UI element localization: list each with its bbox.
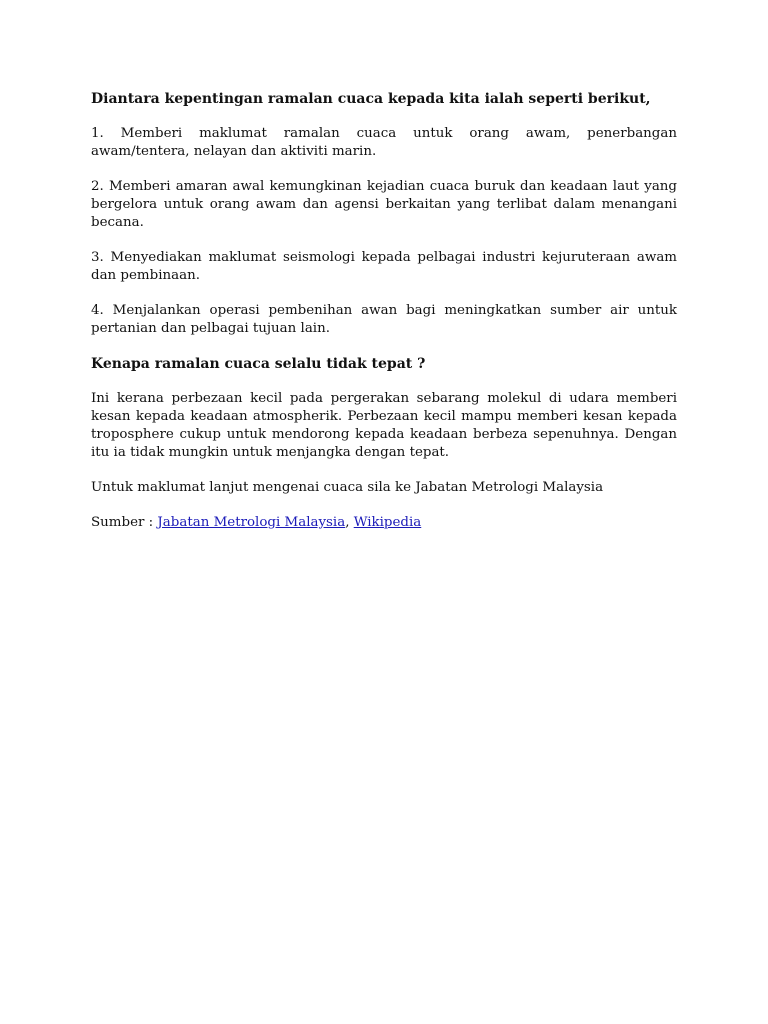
source-link-jabatan-metrologi[interactable]: Jabatan Metrologi Malaysia <box>157 515 346 530</box>
list-item-1: 1. Memberi maklumat ramalan cuaca untuk orang awam, penerbangan awam/tentera, nelayan dan aktiviti marin. <box>91 126 677 159</box>
source-line <box>91 514 677 532</box>
document-page <box>91 90 677 532</box>
list-item-3: 3. Menyediakan maklumat seismologi kepada pelbagai industri kejuruteraan awam dan pembinaan. <box>91 250 677 283</box>
more-info-paragraph: Untuk maklumat lanjut mengenai cuaca sila ke Jabatan Metrologi Malaysia <box>91 480 604 495</box>
question-heading: Kenapa ramalan cuaca selalu tidak tepat ? <box>91 356 426 372</box>
source-separator: , <box>345 515 354 530</box>
list-item-2: 2. Memberi amaran awal kemungkinan kejadian cuaca buruk dan keadaan laut yang bergelora untuk orang awam dan agensi berkaitan yang terlibat dalam menangani becana. <box>91 179 677 230</box>
source-label: Sumber : <box>91 515 158 530</box>
explanation-paragraph: Ini kerana perbezaan kecil pada pergerakan sebarang molekul di udara memberi kesan kepada keadaan atmospherik. Perbezaan kecil mampu memberi kesan kepada troposphere cukup untuk mendorong kepada keadaan berbeza sepenuhnya. Dengan itu ia tidak mungkin untuk menjangka dengan tepat. <box>91 391 677 460</box>
importance-heading: Diantara kepentingan ramalan cuaca kepada kita ialah seperti berikut, <box>91 91 651 107</box>
list-item-4: 4. Menjalankan operasi pembenihan awan bagi meningkatkan sumber air untuk pertanian dan pelbagai tujuan lain. <box>91 303 677 336</box>
source-link-wikipedia[interactable]: Wikipedia <box>353 515 422 530</box>
